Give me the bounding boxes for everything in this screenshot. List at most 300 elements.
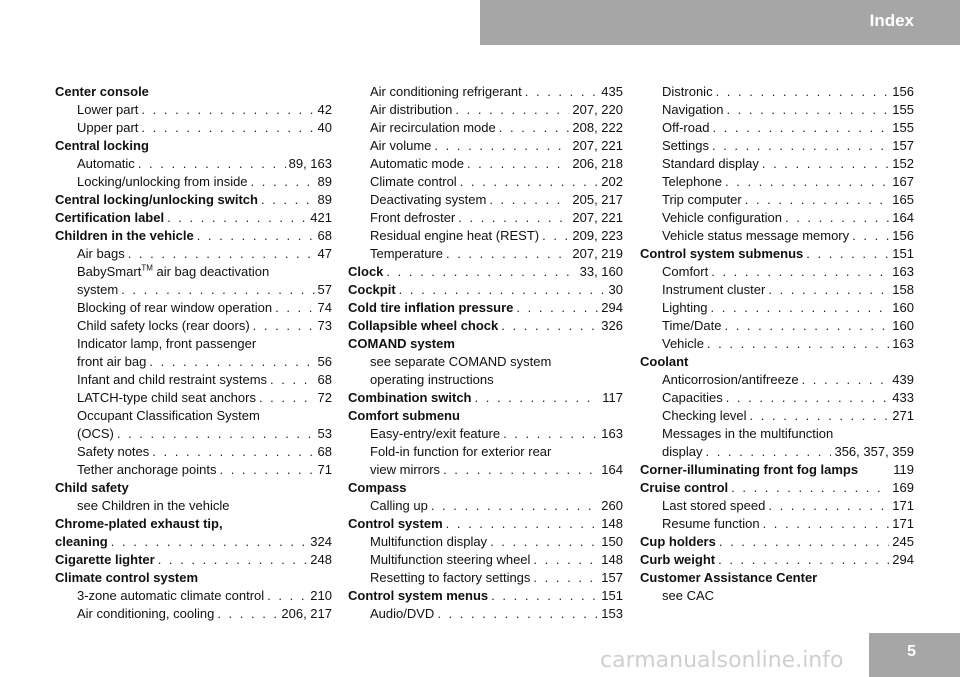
entry-pages: 68	[317, 372, 332, 387]
entry-label	[348, 389, 472, 407]
entry-label	[348, 587, 488, 605]
leader-dots	[745, 191, 890, 209]
index-entry	[348, 497, 623, 515]
index-entry	[640, 569, 914, 587]
entry-pages: 160	[892, 318, 914, 333]
entry-text: Off-road	[662, 120, 710, 135]
entry-pages: 208, 222	[572, 120, 623, 135]
leader-dots	[503, 425, 598, 443]
index-entry	[348, 227, 623, 245]
leader-dots	[785, 209, 889, 227]
entry-pages: 171	[892, 498, 914, 513]
entry-text: Trip computer	[662, 192, 742, 207]
index-entry	[640, 299, 914, 317]
leader-dots	[434, 137, 569, 155]
entry-label	[370, 137, 431, 155]
entry-label	[348, 480, 407, 495]
entry-pages: 42	[317, 102, 332, 117]
leader-dots	[431, 497, 598, 515]
entry-label	[662, 227, 849, 245]
leader-dots	[499, 119, 570, 137]
entry-label	[662, 426, 833, 441]
index-entry	[55, 101, 332, 119]
index-entry	[55, 551, 332, 569]
entry-text: Last stored speed	[662, 498, 766, 513]
entry-text: Resume function	[662, 516, 760, 531]
index-entry	[55, 317, 332, 335]
leader-dots	[455, 101, 569, 119]
entry-pages: 435	[601, 84, 623, 99]
entry-pages: 260	[601, 498, 623, 513]
entry-pages: 206, 217	[281, 606, 332, 621]
entry-text: Locking/unlocking from inside	[77, 174, 248, 189]
entry-text: Center console	[55, 84, 149, 99]
entry-label	[662, 173, 722, 191]
index-entry	[640, 515, 914, 533]
entry-text: LATCH-type child seat anchors	[77, 390, 256, 405]
leader-dots	[158, 551, 308, 569]
index-entry	[640, 533, 914, 551]
entry-text: Control system menus	[348, 588, 489, 603]
leader-dots	[460, 173, 599, 191]
index-entry	[55, 371, 332, 389]
entry-label	[370, 83, 522, 101]
leader-dots	[458, 209, 569, 227]
entry-pages: 155	[892, 120, 914, 135]
index-entry	[348, 101, 623, 119]
entry-pages: 89	[317, 192, 332, 207]
index-entry	[55, 83, 332, 101]
index-entry	[640, 551, 914, 569]
leader-dots	[111, 533, 308, 551]
entry-text: Safety notes	[77, 444, 150, 459]
entry-pages: 164	[601, 462, 623, 477]
entry-label	[370, 444, 551, 459]
index-entry	[640, 353, 914, 371]
entry-text: Navigation	[662, 102, 724, 117]
entry-text: Air volume	[370, 138, 432, 153]
entry-label	[77, 389, 256, 407]
index-entry	[55, 299, 332, 317]
index-entry	[348, 533, 623, 551]
index-entry	[348, 263, 623, 281]
index-entry	[55, 587, 332, 605]
entry-pages: 324	[310, 534, 332, 549]
entry-pages: 294	[892, 552, 914, 567]
leader-dots	[141, 119, 314, 137]
entry-text: Anticorrosion/antifreeze	[662, 372, 799, 387]
entry-pages: 326	[601, 318, 623, 333]
entry-text: Standard display	[662, 156, 759, 171]
entry-label	[640, 479, 728, 497]
entry-text: Instrument cluster	[662, 282, 766, 297]
entry-label	[370, 497, 428, 515]
entry-label	[77, 371, 267, 389]
entry-text: Chrome-plated exhaust tip,	[55, 516, 223, 531]
entry-text: Cruise control	[640, 480, 729, 495]
entry-pages: 433	[892, 390, 914, 405]
entry-pages: 68	[317, 444, 332, 459]
leader-dots	[768, 281, 889, 299]
entry-text: Blocking of rear window operation	[77, 300, 273, 315]
entry-text: Air recirculation mode	[370, 120, 496, 135]
index-entry	[640, 407, 914, 425]
index-column-1	[55, 83, 332, 623]
index-entry	[55, 443, 332, 461]
entry-text: Compass	[348, 480, 407, 495]
entry-pages: 33, 160	[579, 264, 623, 279]
entry-pages: 171	[892, 516, 914, 531]
watermark: carmanualsonline.info	[600, 648, 844, 673]
index-entry	[640, 461, 914, 479]
entry-text: Upper part	[77, 120, 139, 135]
entry-label	[640, 245, 803, 263]
leader-dots	[533, 551, 598, 569]
index-entry	[348, 335, 623, 353]
leader-dots	[852, 227, 889, 245]
entry-pages: 206, 218	[572, 156, 623, 171]
entry-pages: 71	[317, 462, 332, 477]
leader-dots	[475, 389, 600, 407]
entry-label	[662, 371, 799, 389]
entry-label	[348, 281, 396, 299]
entry-text: Child safety locks (rear doors)	[77, 318, 250, 333]
entry-label	[77, 336, 256, 351]
page-number-tab	[869, 633, 960, 677]
entry-text: Settings	[662, 138, 709, 153]
entry-text: Capacities	[662, 390, 723, 405]
index-entry	[55, 227, 332, 245]
leader-dots	[724, 317, 889, 335]
entry-label	[370, 551, 530, 569]
entry-label	[348, 299, 513, 317]
leader-dots	[443, 461, 598, 479]
index-entry	[348, 569, 623, 587]
index-entry	[640, 227, 914, 245]
entry-text: Vehicle status message memory	[662, 228, 850, 243]
index-entry	[640, 443, 914, 461]
entry-text: see CAC	[662, 588, 715, 603]
index-entry	[640, 389, 914, 407]
index-entry	[55, 173, 332, 191]
index-entry	[55, 353, 332, 371]
entry-label	[55, 516, 223, 531]
entry-text: Comfort	[662, 264, 709, 279]
index-entry	[348, 425, 623, 443]
entry-label	[348, 336, 455, 351]
index-entry	[348, 551, 623, 569]
entry-text: Vehicle	[662, 336, 704, 351]
index-entry	[640, 371, 914, 389]
index-entry	[348, 479, 623, 497]
entry-label	[640, 533, 716, 551]
entry-text: Combination switch	[348, 390, 472, 405]
entry-text: Time/Date	[662, 318, 722, 333]
entry-text: Climate control	[370, 174, 457, 189]
leader-dots	[197, 227, 315, 245]
entry-label	[77, 408, 260, 423]
entry-pages: 157	[892, 138, 914, 153]
entry-text: 3-zone automatic climate control	[77, 588, 265, 603]
entry-label	[370, 354, 551, 369]
leader-dots	[121, 281, 314, 299]
leader-dots	[446, 245, 569, 263]
leader-dots	[217, 605, 278, 623]
index-entry	[55, 245, 332, 263]
index-entry	[348, 299, 623, 317]
entry-label	[640, 551, 715, 569]
entry-pages: 40	[317, 120, 332, 135]
entry-pages: 245	[892, 534, 914, 549]
entry-label	[662, 101, 723, 119]
entry-label	[77, 353, 146, 371]
entry-label	[77, 173, 248, 191]
leader-dots	[399, 281, 606, 299]
entry-pages: 210	[310, 588, 332, 603]
index-entry	[640, 479, 914, 497]
entry-pages: 117	[602, 390, 623, 405]
index-entry	[348, 173, 623, 191]
index-entry	[55, 191, 332, 209]
entry-text: Messages in the multifunction	[662, 426, 834, 441]
entry-pages: 207, 221	[572, 138, 623, 153]
header-tab	[480, 0, 960, 45]
entry-label	[348, 515, 443, 533]
entry-text: Calling up	[370, 498, 428, 513]
entry-label	[370, 533, 487, 551]
entry-text: see separate COMAND system	[370, 354, 552, 369]
entry-pages: 207, 221	[572, 210, 623, 225]
index-entry	[55, 155, 332, 173]
entry-pages: 205, 217	[572, 192, 623, 207]
entry-label	[370, 119, 496, 137]
entry-label	[370, 461, 440, 479]
index-entry	[348, 515, 623, 533]
index-entry	[348, 443, 623, 461]
index-entry	[55, 533, 332, 551]
entry-label	[370, 569, 530, 587]
entry-pages: 294	[601, 300, 623, 315]
index-entry	[348, 605, 623, 623]
entry-label	[55, 533, 108, 551]
index-entry	[348, 137, 623, 155]
entry-text: Fold-in function for exterior rear	[370, 444, 552, 459]
entry-pages: 271	[892, 408, 914, 423]
leader-dots	[525, 83, 599, 101]
index-entry	[55, 425, 332, 443]
entry-label	[662, 281, 765, 299]
entry-text: Infant and child restraint systems	[77, 372, 268, 387]
leader-dots	[719, 533, 889, 551]
entry-text: Central locking	[55, 138, 149, 153]
index-entry	[55, 137, 332, 155]
entry-pages: 421	[310, 210, 332, 225]
entry-pages: 207, 219	[572, 246, 623, 261]
entry-label	[662, 299, 708, 317]
entry-pages: 72	[317, 390, 332, 405]
entry-pages: 209, 223	[572, 228, 623, 243]
entry-pages: 152	[892, 156, 914, 171]
entry-pages: 68	[317, 228, 332, 243]
leader-dots	[152, 443, 314, 461]
entry-label	[77, 498, 229, 513]
leader-dots	[489, 191, 569, 209]
leader-dots	[251, 173, 315, 191]
entry-pages: 160	[892, 300, 914, 315]
entry-text: cleaning	[55, 534, 108, 549]
leader-dots	[467, 155, 569, 173]
entry-pages: 119	[893, 462, 914, 477]
leader-dots	[705, 443, 831, 461]
entry-pages: 158	[892, 282, 914, 297]
leader-dots	[707, 335, 889, 353]
entry-text: Lower part	[77, 102, 139, 117]
entry-text: Air conditioning, cooling	[77, 606, 215, 621]
leader-dots	[768, 497, 889, 515]
index-entry	[348, 389, 623, 407]
entry-label	[662, 389, 723, 407]
index-entry	[640, 245, 914, 263]
entry-text: Curb weight	[640, 552, 716, 567]
entry-pages: 89	[317, 174, 332, 189]
index-entry	[55, 515, 332, 533]
index-entry	[348, 83, 623, 101]
entry-label	[662, 263, 708, 281]
index-entry	[640, 209, 914, 227]
entry-label	[370, 173, 457, 191]
index-entry	[348, 317, 623, 335]
entry-label	[55, 551, 155, 569]
entry-label	[77, 281, 118, 299]
entry-pages: 165	[892, 192, 914, 207]
index-entry	[348, 407, 623, 425]
entry-pages: 167	[892, 174, 914, 189]
index-entry	[55, 605, 332, 623]
entry-pages: 356, 357, 359	[834, 444, 914, 459]
entry-text: Control system submenus	[640, 246, 804, 261]
leader-dots	[491, 587, 598, 605]
leader-dots	[267, 587, 307, 605]
entry-label	[348, 408, 460, 423]
entry-label	[55, 191, 258, 209]
entry-text: Indicator lamp, front passenger	[77, 336, 257, 351]
leader-dots	[718, 551, 889, 569]
entry-label	[348, 317, 498, 335]
entry-pages: 163	[892, 336, 914, 351]
entry-label	[662, 137, 709, 155]
entry-text: Control system	[348, 516, 443, 531]
entry-label	[55, 570, 198, 585]
entry-label	[348, 263, 383, 281]
leader-dots	[275, 299, 314, 317]
entry-label	[55, 138, 149, 153]
entry-text: view mirrors	[370, 462, 441, 477]
index-entry	[55, 335, 332, 353]
entry-label	[662, 155, 759, 173]
index-entry	[640, 425, 914, 443]
entry-label	[640, 354, 688, 369]
index-column-3	[640, 83, 914, 605]
leader-dots	[259, 389, 315, 407]
index-entry	[640, 587, 914, 605]
trademark-sup: TM	[141, 263, 153, 273]
entry-label	[640, 461, 858, 479]
index-entry	[348, 119, 623, 137]
entry-text: Child safety	[55, 480, 129, 495]
index-entry	[55, 479, 332, 497]
leader-dots	[501, 317, 598, 335]
index-entry	[640, 497, 914, 515]
index-entry	[348, 371, 623, 389]
index-entry	[640, 191, 914, 209]
entry-pages: 47	[317, 246, 332, 261]
entry-label	[55, 480, 129, 495]
leader-dots	[386, 263, 576, 281]
entry-text: front air bag	[77, 354, 147, 369]
entry-text: Occupant Classification System	[77, 408, 260, 423]
entry-pages: 150	[601, 534, 623, 549]
leader-dots	[141, 101, 314, 119]
section-title: Index	[869, 11, 914, 30]
entry-text: Easy-entry/exit feature	[370, 426, 501, 441]
entry-pages: 155	[892, 102, 914, 117]
entry-text: Resetting to factory settings	[370, 570, 531, 585]
entry-pages: 30	[608, 282, 623, 297]
leader-dots	[712, 119, 889, 137]
index-entry	[55, 569, 332, 587]
entry-label	[77, 587, 264, 605]
index-entry	[640, 317, 914, 335]
leader-dots	[711, 299, 890, 317]
index-entry	[640, 137, 914, 155]
index-entry	[348, 245, 623, 263]
entry-text: display	[662, 444, 703, 459]
entry-label	[77, 299, 272, 317]
entry-pages: 53	[317, 426, 332, 441]
entry-label	[662, 191, 742, 209]
entry-text: COMAND system	[348, 336, 455, 351]
leader-dots	[270, 371, 315, 389]
index-entry	[55, 407, 332, 425]
entry-label	[77, 101, 138, 119]
entry-text: Distronic	[662, 84, 713, 99]
entry-text: operating instructions	[370, 372, 494, 387]
entry-text: Residual engine heat (REST)	[370, 228, 540, 243]
entry-label	[77, 443, 149, 461]
entry-pages: 151	[601, 588, 623, 603]
leader-dots	[731, 479, 889, 497]
index-entry	[55, 119, 332, 137]
index-entry	[640, 119, 914, 137]
entry-pages: 207, 220	[572, 102, 623, 117]
leader-dots	[253, 317, 315, 335]
index-entry	[640, 281, 914, 299]
leader-dots	[490, 533, 598, 551]
entry-label	[370, 605, 434, 623]
entry-label	[640, 570, 817, 585]
entry-label	[662, 588, 714, 603]
entry-text: Air bags	[77, 246, 125, 261]
entry-text: Vehicle configuration	[662, 210, 782, 225]
leader-dots	[261, 191, 315, 209]
entry-label	[55, 209, 164, 227]
entry-label	[370, 209, 455, 227]
leader-dots	[437, 605, 598, 623]
entry-pages: 157	[601, 570, 623, 585]
entry-text: Front defroster	[370, 210, 456, 225]
leader-dots	[726, 389, 890, 407]
entry-text: Clock	[348, 264, 384, 279]
